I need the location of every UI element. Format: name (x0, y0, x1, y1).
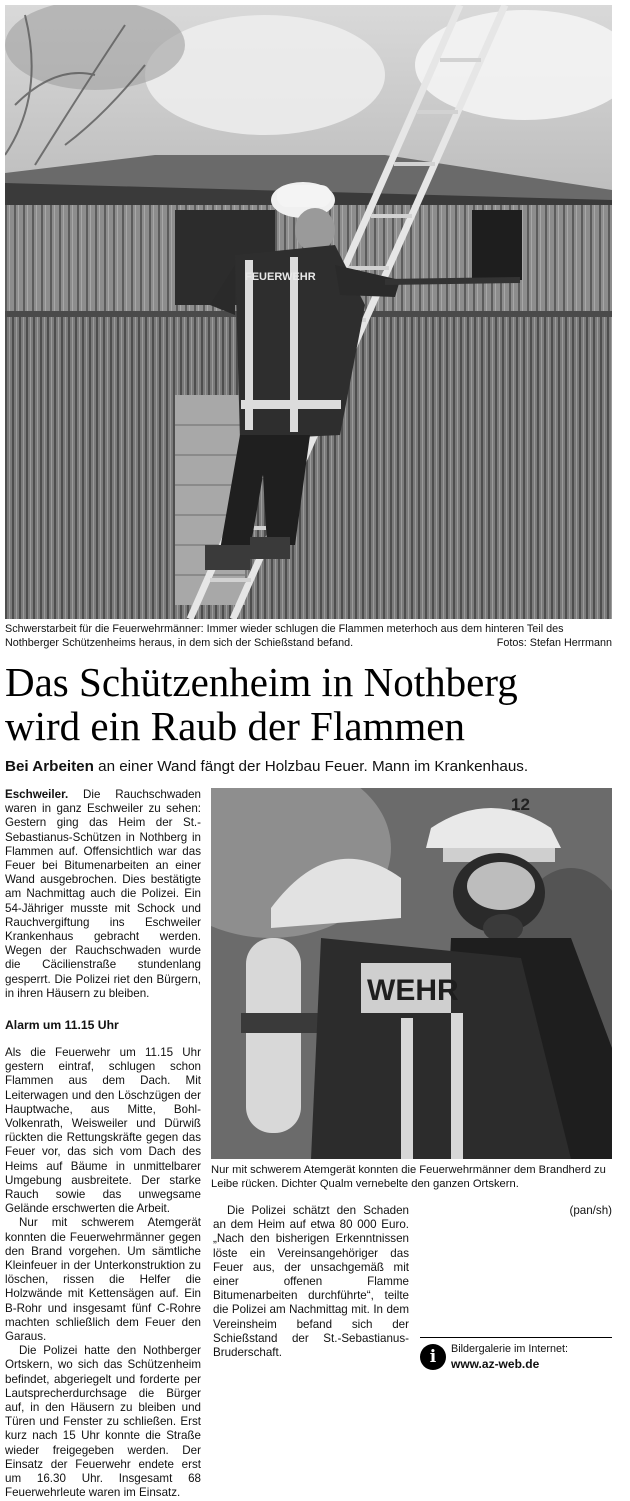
dateline: Eschweiler. (5, 788, 69, 801)
article-signature: (pan/sh) (569, 1204, 612, 1217)
gallery-info-box[interactable] (420, 1337, 612, 1376)
paragraph-3: Nur mit schwerem Atemgerät konnten die Feuerwehrmänner gegen den Brand vorgehen. Um sämtliche Kleinfeuer in der Unterkonstruktion zu löschen, rissen die Helfer die Holzwände mit Kettensägen auf. Ein B-Rohr und insgesamt fünf C-Rohre machten schließlich dem Feuer den Garaus. (5, 1216, 201, 1344)
paragraph-2: Als die Feuerwehr um 11.15 Uhr gestern eintraf, schlugen schon Flammen aus dem Dach. Mit Leiterwagen und den Löschzügen der Hauptwache, aus Mitte, Bohl-Volkenrath, Weisweiler und Dürwiß rückten die Rettungskräfte gegen das Feuer vor, das sich vom Dach des Heims auf Bäume in unmittelbarer Umgebung ausbreitete. Der starke Rauch sowie das unwegsame Gelände erschwerten die Arbeit. (5, 1046, 201, 1216)
article-column-3 (419, 1204, 612, 1218)
photo-credit: Fotos: Stefan Herrmann (496, 637, 612, 649)
article-column-1 (5, 788, 201, 1001)
gallery-label: Bildergalerie im Internet: (451, 1343, 569, 1355)
paragraph-4: Die Polizei hatte den Nothberger Ortskern, wo sich das Schützenheim befindet, abgeriegelt und forderte per Lautsprecherdurchsage die Bürger auf, in den Häusern zu bleiben und Türen und Fenster zu schließen. Erst kurz nach 15 Uhr konnte die Straße wieder freigegeben werden. Der Einsatz der Feuerwehr endete erst um 16.30 Uhr. Insgesamt 68 Feuerwehrleute waren im Einsatz. (5, 1344, 201, 1500)
headline-line-1: Das Schützenheim in Nothberg (5, 659, 518, 705)
article-column-2 (213, 1204, 409, 1360)
headline-line-2: wird ein Raub der Flammen (5, 703, 466, 749)
paragraph-1: Die Rauchschwaden waren in ganz Eschweiler zu sehen: Gestern ging das Heim der St.-Sebastianus-Schützen in Nothberg in Flammen auf. Offensichtlich war das Feuer bei Bitumenarbeiten an einer Wand ausgebrochen. Dies bestätigte am Nachmittag auch die Polizei. Ein 54-Jähriger musste mit Schock und Rauchvergiftung ins Eschweiler Krankenhaus gebracht werden. Wegen der Rauchschwaden wurde die Cäcilienstraße stundenlang gesperrt. Die Polizei riet den Bürgern, in ihren Häusern zu bleiben. (5, 788, 201, 1000)
subhead-lead: Bei Arbeiten (5, 758, 94, 775)
section-subheading: Alarm um 11.15 Uhr (5, 1018, 119, 1032)
gallery-url-link[interactable]: www.az-web.de (451, 1357, 540, 1371)
jacket-label-mid: WEHR (367, 974, 459, 1007)
jacket-label: FEUERWEHR (245, 271, 316, 283)
paragraph-5: Die Polizei schätzt den Schaden an dem Heim auf etwa 80 000 Euro. „Nach den bisherigen Erkenntnissen löste ein Vereinsangehöriger das Feuer aus, der unsachgemäß mit einer offenen Flamme Bitumenarbeiten durchführte“, teilte die Polizei am Nachmittag mit. In dem Vereinsheim befand sich der Schießstand der St.-Sebastianus-Bruderschaft. (213, 1204, 409, 1360)
helmet-number: 12 (511, 795, 530, 814)
info-icon: i (420, 1344, 446, 1370)
subhead-rest: an einer Wand fängt der Holzbau Feuer. Mann im Krankenhaus. (93, 758, 529, 775)
article-column-1-continued (5, 1046, 201, 1501)
photo-caption-mid: Nur mit schwerem Atemgerät konnten die Feuerwehrmänner dem Brandherd zu Leibe rücken. Dichter Qualm vernebelte den ganzen Ortskern. (211, 1164, 606, 1191)
photo-caption-top (5, 622, 612, 650)
caption-text: Schwerstarbeit für die Feuerwehrmänner: Immer wieder schlugen die Flammen meterhoch aus dem hinteren Teil des Nothberger Schützenheims heraus, in dem sich der Schießstand befand. (5, 623, 564, 649)
article-subhead (5, 757, 615, 777)
article-headline (5, 660, 615, 748)
firefighters-breathing-apparatus-photo (211, 788, 612, 1159)
firefighter-on-ladder-photo (5, 5, 612, 619)
